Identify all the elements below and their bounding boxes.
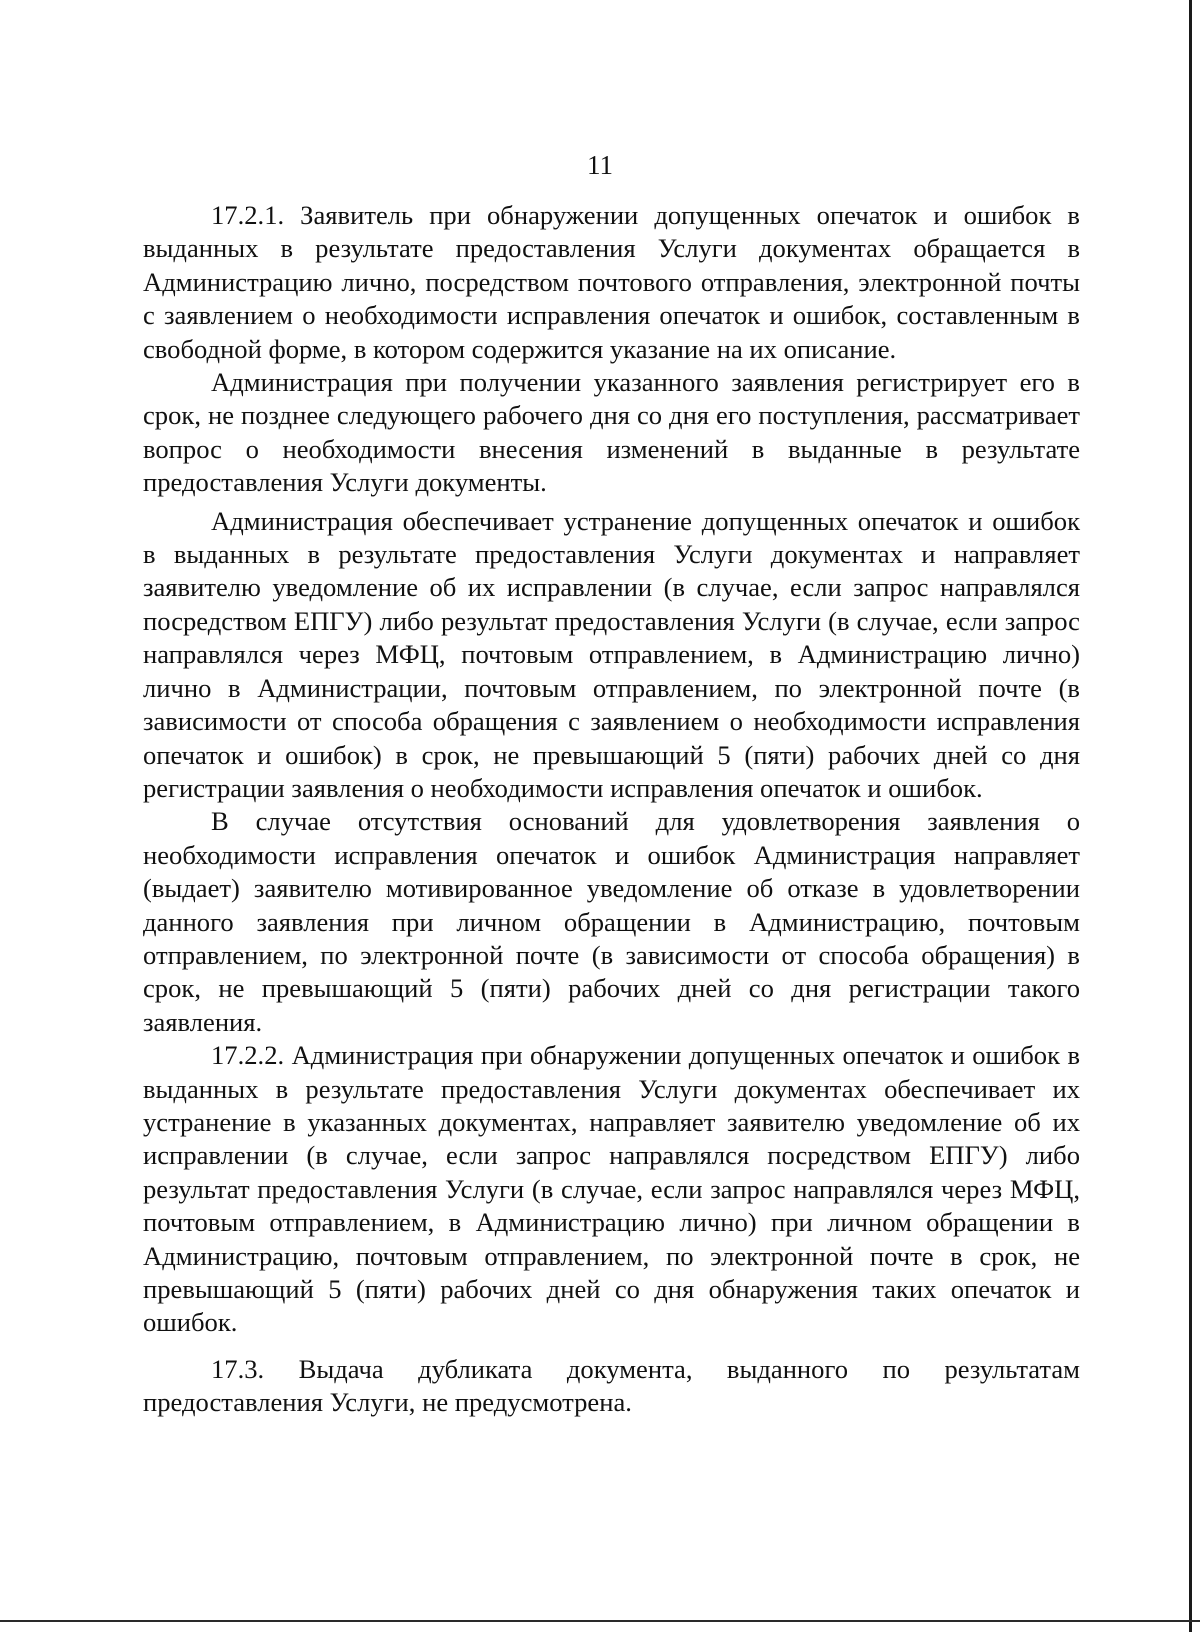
page-number: 11 <box>587 150 613 180</box>
paragraph-17-2-1: 17.2.1. Заявитель при обнаружении допущенных опечаток и ошибок в выданных в результате предоставления Услуги документах обращается в Администрацию лично, посредством почтового отправления, электронной почты с заявлением о необходимости исправления опечаток и ошибок, составленным в свободной форме, в котором содержится указание на их описание. <box>143 200 1080 364</box>
paragraph-correction: Администрация обеспечивает устранение допущенных опечаток и ошибок в выданных в результате предоставления Услуги документах и направляет заявителю уведомление об их исправлении (в случае, если запрос направлялся посредством ЕПГУ) либо результат предоставления Услуги (в случае, если запрос направлялся через МФЦ, почтовым отправлением, в Администрацию лично) лично в Администрации, почтовым отправлением, по электронной почте (в зависимости от способа обращения с заявлением о необходимости исправления опечаток и ошибок) в срок, не превышающий 5 (пяти) рабочих дней со дня регистрации заявления о необходимости исправления опечаток и ошибок. <box>143 505 1080 803</box>
paragraph-17-2-2: 17.2.2. Администрация при обнаружении допущенных опечаток и ошибок в выданных в результате предоставления Услуги документах обеспечивает их устранение в указанных документах, направляет заявителю уведомление об их исправлении (в случае, если запрос направлялся посредством ЕПГУ) либо результат предоставления Услуги (в случае, если запрос направлялся через МФЦ, почтовым отправлением, в Администрацию лично) при личном обращении в Администрацию, почтовым отправлением, по электронной почте в срок, не превышающий 5 (пяти) рабочих дней со дня обнаружения таких опечаток и ошибок. <box>143 1040 1080 1338</box>
paragraph-refusal: В случае отсутствия оснований для удовлетворения заявления о необходимости исправления опечаток и ошибок Администрация направляет (выдает) заявителю мотивированное уведомление об отказе в удовлетворении данного заявления при личном обращении в Администрацию, почтовым отправлением, по электронной почте (в зависимости от способа обращения) в срок, не превышающий 5 (пяти) рабочих дней со дня регистрации такого заявления. <box>143 806 1080 1037</box>
paragraph-17-3: 17.3. Выдача дубликата документа, выданного по результатам предоставления Услуги, не предусмотрена. <box>143 1353 1080 1418</box>
scan-edge-right <box>1189 0 1192 1632</box>
paragraph-registration: Администрация при получении указанного заявления регистрирует его в срок, не позднее следующего рабочего дня со дня его поступления, рассматривает вопрос о необходимости внесения изменений в выданные в результате предоставления Услуги документы. <box>143 367 1080 498</box>
document-body <box>143 199 1080 1420</box>
scan-edge-bottom <box>0 1620 1200 1622</box>
